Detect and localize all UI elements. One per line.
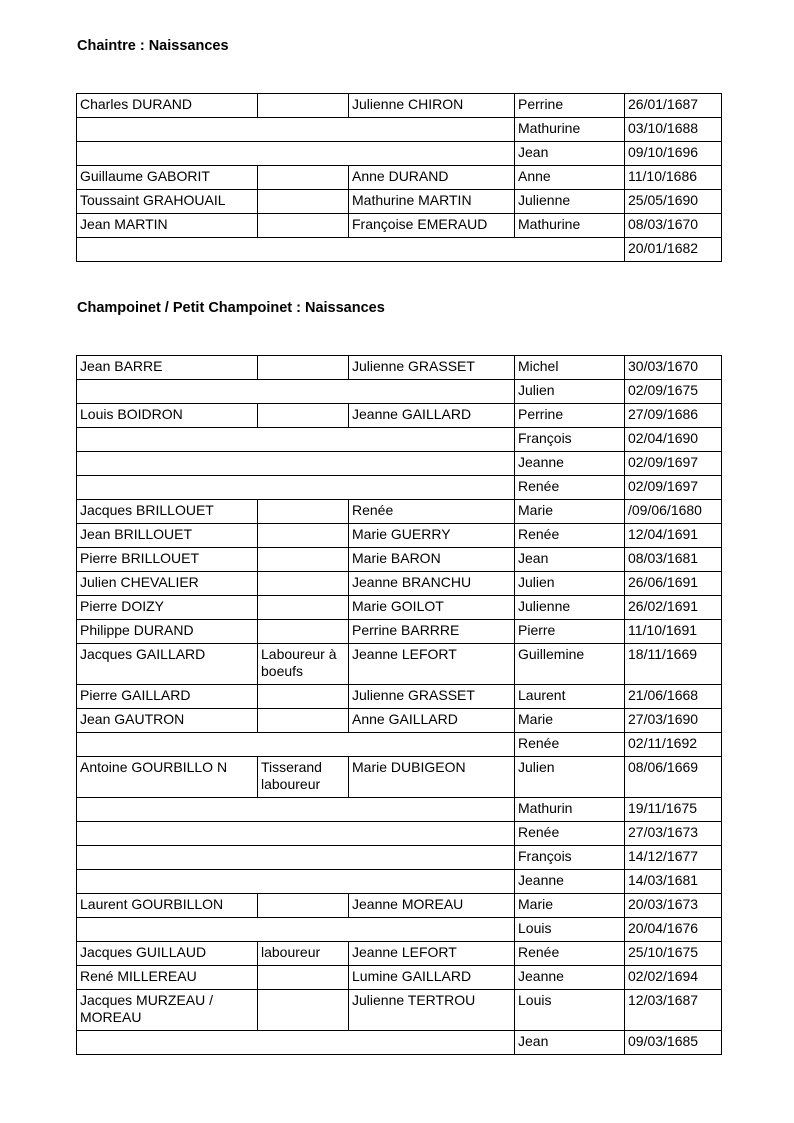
child-cell: Jean	[515, 548, 625, 572]
table-row	[77, 942, 722, 966]
father-cell: Charles DURAND	[77, 94, 258, 118]
table-row	[77, 894, 722, 918]
table-row	[77, 918, 722, 942]
date-cell: 09/03/1685	[625, 1031, 722, 1055]
occupation-cell	[258, 524, 349, 548]
child-cell: Julien	[515, 572, 625, 596]
date-cell: 26/06/1691	[625, 572, 722, 596]
empty-merged-cell	[77, 428, 515, 452]
occupation-cell	[258, 94, 349, 118]
child-cell: Julienne	[515, 190, 625, 214]
child-cell: Renée	[515, 822, 625, 846]
child-cell: François	[515, 846, 625, 870]
father-cell: Julien CHEVALIER	[77, 572, 258, 596]
table-row	[77, 428, 722, 452]
father-cell: Jean BRILLOUET	[77, 524, 258, 548]
father-cell: Jean BARRE	[77, 356, 258, 380]
mother-cell: Jeanne BRANCHU	[349, 572, 515, 596]
table-row	[77, 238, 722, 262]
empty-merged-cell	[77, 380, 515, 404]
date-cell: 08/06/1669	[625, 757, 722, 798]
child-cell: Marie	[515, 709, 625, 733]
table-row	[77, 572, 722, 596]
mother-cell: Jeanne LEFORT	[349, 942, 515, 966]
child-cell: Julien	[515, 380, 625, 404]
date-cell: 18/11/1669	[625, 644, 722, 685]
date-cell: 20/04/1676	[625, 918, 722, 942]
table-row	[77, 596, 722, 620]
occupation-cell	[258, 894, 349, 918]
empty-merged-cell	[77, 918, 515, 942]
date-cell: 20/03/1673	[625, 894, 722, 918]
child-cell: Anne	[515, 166, 625, 190]
date-cell: 26/01/1687	[625, 94, 722, 118]
child-cell: Mathurin	[515, 798, 625, 822]
date-cell: 30/03/1670	[625, 356, 722, 380]
date-cell: 02/09/1675	[625, 380, 722, 404]
father-cell: Philippe DURAND	[77, 620, 258, 644]
births-table-champoinet	[76, 355, 722, 1055]
date-cell: 14/03/1681	[625, 870, 722, 894]
child-cell: Mathurine	[515, 214, 625, 238]
occupation-cell	[258, 166, 349, 190]
father-cell: Jean GAUTRON	[77, 709, 258, 733]
mother-cell: Julienne TERTROU	[349, 990, 515, 1031]
father-cell: Jacques MURZEAU / MOREAU	[77, 990, 258, 1031]
table-row	[77, 733, 722, 757]
child-cell: Julienne	[515, 596, 625, 620]
mother-cell: Jeanne MOREAU	[349, 894, 515, 918]
occupation-cell	[258, 548, 349, 572]
father-cell: Jean MARTIN	[77, 214, 258, 238]
mother-cell: Julienne GRASSET	[349, 685, 515, 709]
date-cell: 14/12/1677	[625, 846, 722, 870]
child-cell: Jean	[515, 142, 625, 166]
father-cell: Guillaume GABORIT	[77, 166, 258, 190]
father-cell: Jacques BRILLOUET	[77, 500, 258, 524]
mother-cell: Lumine GAILLARD	[349, 966, 515, 990]
mother-cell: Anne DURAND	[349, 166, 515, 190]
table-row	[77, 118, 722, 142]
table-row	[77, 142, 722, 166]
father-cell: Jacques GUILLAUD	[77, 942, 258, 966]
mother-cell: Marie BARON	[349, 548, 515, 572]
date-cell: 26/02/1691	[625, 596, 722, 620]
date-cell: 11/10/1686	[625, 166, 722, 190]
child-cell: Marie	[515, 894, 625, 918]
empty-merged-cell	[77, 452, 515, 476]
child-cell: Perrine	[515, 94, 625, 118]
date-cell: 25/05/1690	[625, 190, 722, 214]
occupation-cell	[258, 214, 349, 238]
table-row	[77, 476, 722, 500]
date-cell: 02/09/1697	[625, 476, 722, 500]
date-cell: 25/10/1675	[625, 942, 722, 966]
father-cell: Laurent GOURBILLON	[77, 894, 258, 918]
mother-cell: Anne GAILLARD	[349, 709, 515, 733]
empty-merged-cell	[77, 846, 515, 870]
mother-cell: Marie DUBIGEON	[349, 757, 515, 798]
section-title-champoinet: Champoinet / Petit Champoinet : Naissances	[77, 300, 385, 316]
mother-cell: Julienne CHIRON	[349, 94, 515, 118]
child-cell: Renée	[515, 733, 625, 757]
date-cell: 21/06/1668	[625, 685, 722, 709]
table-row	[77, 620, 722, 644]
child-cell: Jeanne	[515, 870, 625, 894]
table-row	[77, 190, 722, 214]
child-cell: Jean	[515, 1031, 625, 1055]
table-row	[77, 709, 722, 733]
empty-merged-cell	[77, 870, 515, 894]
father-cell: Pierre BRILLOUET	[77, 548, 258, 572]
empty-merged-cell	[77, 118, 515, 142]
date-cell: 03/10/1688	[625, 118, 722, 142]
child-cell: Renée	[515, 524, 625, 548]
table-row	[77, 500, 722, 524]
occupation-cell: Tisserand laboureur	[258, 757, 349, 798]
child-cell: François	[515, 428, 625, 452]
table-row	[77, 966, 722, 990]
occupation-cell	[258, 596, 349, 620]
table-row	[77, 1031, 722, 1055]
table-row	[77, 452, 722, 476]
mother-cell: Mathurine MARTIN	[349, 190, 515, 214]
table-row	[77, 548, 722, 572]
father-cell: Pierre DOIZY	[77, 596, 258, 620]
mother-cell: Renée	[349, 500, 515, 524]
table-row	[77, 166, 722, 190]
child-cell: Perrine	[515, 404, 625, 428]
mother-cell: Françoise EMERAUD	[349, 214, 515, 238]
empty-merged-cell	[77, 822, 515, 846]
table-row	[77, 524, 722, 548]
date-cell: 02/02/1694	[625, 966, 722, 990]
occupation-cell	[258, 500, 349, 524]
table-row	[77, 214, 722, 238]
date-cell: 27/09/1686	[625, 404, 722, 428]
mother-cell: Jeanne GAILLARD	[349, 404, 515, 428]
occupation-cell	[258, 709, 349, 733]
father-cell: Jacques GAILLARD	[77, 644, 258, 685]
occupation-cell	[258, 356, 349, 380]
date-cell: 27/03/1690	[625, 709, 722, 733]
date-cell: 08/03/1681	[625, 548, 722, 572]
table-row	[77, 685, 722, 709]
table-row	[77, 94, 722, 118]
child-cell: Louis	[515, 918, 625, 942]
empty-merged-cell	[77, 733, 515, 757]
child-cell: Julien	[515, 757, 625, 798]
table-row	[77, 356, 722, 380]
occupation-cell	[258, 620, 349, 644]
occupation-cell: laboureur	[258, 942, 349, 966]
occupation-cell	[258, 404, 349, 428]
table-row	[77, 644, 722, 685]
occupation-cell: Laboureur à boeufs	[258, 644, 349, 685]
table-row	[77, 757, 722, 798]
date-cell: 02/09/1697	[625, 452, 722, 476]
child-cell: Mathurine	[515, 118, 625, 142]
mother-cell: Jeanne LEFORT	[349, 644, 515, 685]
mother-cell: Marie GUERRY	[349, 524, 515, 548]
date-cell: 27/03/1673	[625, 822, 722, 846]
table-row	[77, 846, 722, 870]
child-cell: Louis	[515, 990, 625, 1031]
empty-merged-cell	[77, 798, 515, 822]
empty-merged-cell	[77, 238, 625, 262]
child-cell: Michel	[515, 356, 625, 380]
table-row	[77, 380, 722, 404]
father-cell: Louis BOIDRON	[77, 404, 258, 428]
section-title-chaintre: Chaintre : Naissances	[77, 38, 229, 54]
table-row	[77, 870, 722, 894]
date-cell: 08/03/1670	[625, 214, 722, 238]
father-cell: Pierre GAILLARD	[77, 685, 258, 709]
date-cell: 12/04/1691	[625, 524, 722, 548]
child-cell: Pierre	[515, 620, 625, 644]
occupation-cell	[258, 990, 349, 1031]
child-cell: Renée	[515, 476, 625, 500]
child-cell: Marie	[515, 500, 625, 524]
date-cell: 11/10/1691	[625, 620, 722, 644]
table-row	[77, 798, 722, 822]
occupation-cell	[258, 966, 349, 990]
table-body	[77, 356, 722, 1055]
occupation-cell	[258, 190, 349, 214]
child-cell: Laurent	[515, 685, 625, 709]
mother-cell: Marie GOILOT	[349, 596, 515, 620]
father-cell: Toussaint GRAHOUAIL	[77, 190, 258, 214]
table-row	[77, 822, 722, 846]
date-cell: 02/11/1692	[625, 733, 722, 757]
empty-merged-cell	[77, 142, 515, 166]
date-cell: /09/06/1680	[625, 500, 722, 524]
date-cell: 20/01/1682	[625, 238, 722, 262]
date-cell: 09/10/1696	[625, 142, 722, 166]
child-cell: Jeanne	[515, 452, 625, 476]
table-body	[77, 94, 722, 262]
mother-cell: Julienne GRASSET	[349, 356, 515, 380]
occupation-cell	[258, 685, 349, 709]
date-cell: 02/04/1690	[625, 428, 722, 452]
child-cell: Jeanne	[515, 966, 625, 990]
empty-merged-cell	[77, 476, 515, 500]
date-cell: 12/03/1687	[625, 990, 722, 1031]
mother-cell: Perrine BARRRE	[349, 620, 515, 644]
empty-merged-cell	[77, 1031, 515, 1055]
births-table-chaintre	[76, 93, 722, 262]
occupation-cell	[258, 572, 349, 596]
table-row	[77, 990, 722, 1031]
child-cell: Renée	[515, 942, 625, 966]
table-row	[77, 404, 722, 428]
father-cell: René MILLEREAU	[77, 966, 258, 990]
child-cell: Guillemine	[515, 644, 625, 685]
father-cell: Antoine GOURBILLO N	[77, 757, 258, 798]
date-cell: 19/11/1675	[625, 798, 722, 822]
